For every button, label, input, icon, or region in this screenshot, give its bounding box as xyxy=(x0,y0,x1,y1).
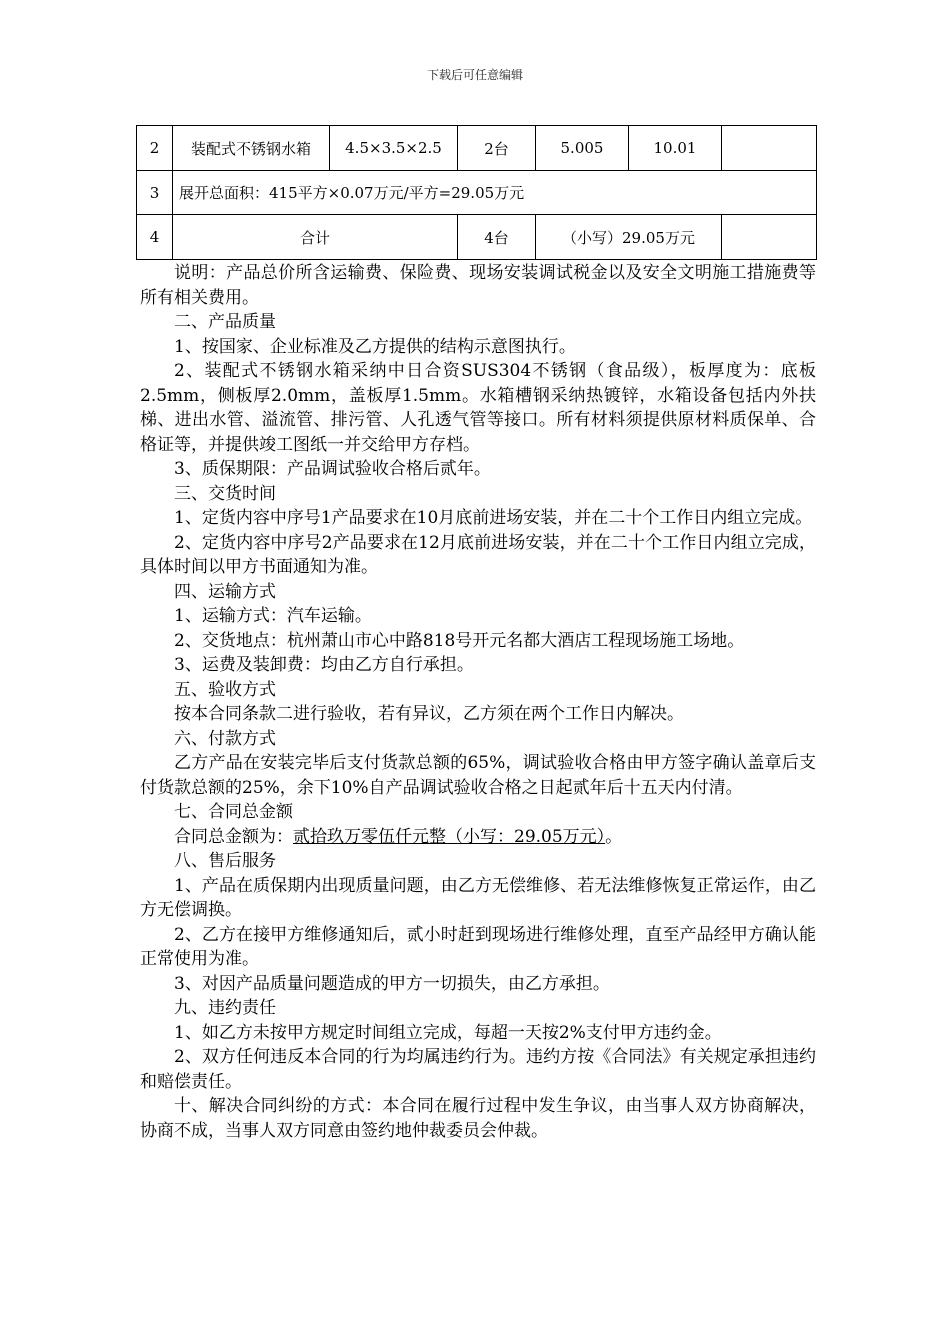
clause: 2、双方任何违反本合同的行为均属违约行为。违约方按《合同法》有关规定承担违约和赔偿责任。 xyxy=(140,1047,816,1092)
line-total: 10.01 xyxy=(629,126,722,171)
clause: 2、定货内容中序号2产品要求在12月底前进场安装，并在二十个工作日内组立完成，具体时间以甲方书面通知为准。 xyxy=(140,532,816,577)
section-heading: 五、验收方式 xyxy=(174,679,276,700)
clause: 十、解决合同纠纷的方式：本合同在履行过程中发生争议，由当事人双方协商解决，协商不成，当事人双方同意由签约地仲裁委员会仲裁。 xyxy=(140,1096,816,1141)
row-index: 4 xyxy=(137,215,173,260)
contract-body xyxy=(140,261,816,1143)
section-heading: 四、运输方式 xyxy=(174,581,276,602)
row-index: 3 xyxy=(137,171,173,215)
clause: 2、乙方在接甲方维修通知后，贰小时赶到现场进行维修处理，直至产品经甲方确认能正常使用为准。 xyxy=(140,924,816,969)
table-row xyxy=(137,171,817,215)
note-paragraph: 说明：产品总价所含运输费、保险费、现场安装调试税金以及安全文明施工措施费等所有相关费用。 xyxy=(140,263,816,308)
items-table xyxy=(136,125,817,260)
section-heading: 七、合同总金额 xyxy=(174,802,293,822)
header-note: 下载后可任意编辑 xyxy=(426,68,523,82)
section-heading: 六、付款方式 xyxy=(174,728,276,749)
remark xyxy=(722,126,817,171)
clause: 2、装配式不锈钢水箱采纳中日合资SUS304不锈钢（食品级），板厚度为：底板2.5mm，侧板厚2.0mm，盖板厚1.5mm。水箱槽钢采纳热镀锌，水箱设备包括内外扶梯、进出水管、溢流管、排污管、人孔透气管等接口。所有材料须提供原材料质保单、合格证等，并提供竣工图纸一并交给甲方存档。 xyxy=(140,361,816,455)
clause: 1、如乙方未按甲方规定时间组立完成，每超一天按2%支付甲方违约金。 xyxy=(174,1022,722,1043)
product-name: 装配式不锈钢水箱 xyxy=(173,126,330,171)
clause: 2、交货地点：杭州萧山市心中路818号开元名都大酒店工程现场施工场地。 xyxy=(174,630,745,651)
section-heading: 三、交货时间 xyxy=(174,483,276,504)
section-heading: 八、售后服务 xyxy=(174,851,276,871)
clause: 1、定货内容中序号1产品要求在10月底前进场安装，并在二十个工作日内组立完成。 xyxy=(174,508,813,528)
area-note: 展开总面积：415平方×0.07万元/平方=29.05万元 xyxy=(173,171,817,215)
total-quantity: 4台 xyxy=(458,215,536,260)
clause: 3、运费及装卸费：均由乙方自行承担。 xyxy=(174,655,474,675)
product-size: 4.5×3.5×2.5 xyxy=(330,126,458,171)
total-amount: （小写）29.05万元 xyxy=(536,215,722,260)
section-heading: 二、产品质量 xyxy=(174,312,276,332)
clause: 乙方产品在安装完毕后支付货款总额的65%，调试验收合格由甲方签字确认盖章后支付货款总额的25%，余下10%自产品调试验收合格之日起贰年后十五天内付清。 xyxy=(140,753,816,798)
quantity: 2台 xyxy=(458,126,536,171)
clause: 1、运输方式：汽车运输。 xyxy=(174,606,372,626)
total-amount-prefix: 合同总金额为： xyxy=(174,826,293,847)
total-label: 合计 xyxy=(173,215,458,260)
clause: 3、对因产品质量问题造成的甲方一切损失，由乙方承担。 xyxy=(174,973,610,994)
total-amount-suffix: 。 xyxy=(605,826,623,847)
total-amount-value: 贰拾玖万零伍仟元整（小写：29.05万元） xyxy=(293,826,606,847)
remark xyxy=(722,215,817,260)
row-index: 2 xyxy=(137,126,173,171)
clause: 1、按国家、企业标准及乙方提供的结构示意图执行。 xyxy=(174,336,576,357)
unit-price: 5.005 xyxy=(536,126,629,171)
clause: 1、产品在质保期内出现质量问题，由乙方无偿维修、若无法维修恢复正常运作，由乙方无偿调换。 xyxy=(140,875,816,920)
table-row xyxy=(137,215,817,260)
clause: 按本合同条款二进行验收，若有异议，乙方须在两个工作日内解决。 xyxy=(174,704,684,724)
clause: 3、质保期限：产品调试验收合格后贰年。 xyxy=(174,459,491,479)
table-row xyxy=(137,126,817,171)
section-heading: 九、违约责任 xyxy=(174,998,276,1018)
total-amount-clause xyxy=(140,825,816,850)
